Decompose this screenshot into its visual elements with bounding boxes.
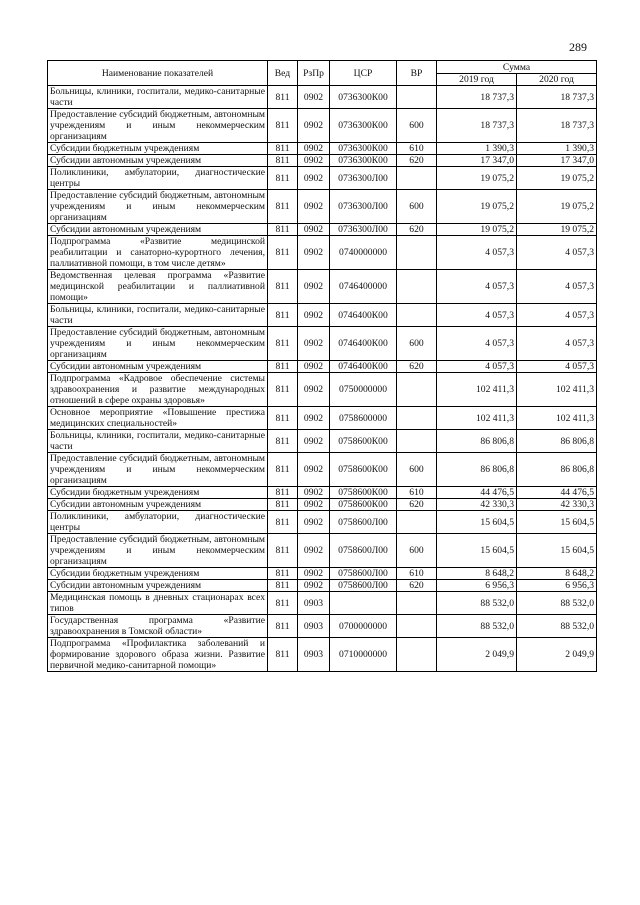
row-csr: 0746400К00 [330,361,397,373]
table-row [48,580,597,592]
row-csr: 0736300Л00 [330,167,397,190]
row-rzpr: 0902 [298,86,330,109]
row-amount-2020: 15 604,5 [517,534,597,568]
row-csr: 0758600000 [330,407,397,430]
row-name: Предоставление субсидий бюджетным, автономным учреждениям и иным некоммерческим организациям [48,190,268,224]
row-csr: 0736300К00 [330,109,397,143]
row-rzpr: 0902 [298,407,330,430]
row-csr: 0736300К00 [330,86,397,109]
row-amount-2020: 4 057,3 [517,270,597,304]
row-csr [330,592,397,615]
row-vr [397,236,437,270]
row-name: Медицинская помощь в дневных стационарах всех типов [48,592,268,615]
row-amount-2020: 102 411,3 [517,407,597,430]
row-amount-2020: 2 049,9 [517,638,597,672]
row-ved: 811 [268,580,298,592]
row-rzpr: 0902 [298,361,330,373]
row-amount-2020: 1 390,3 [517,143,597,155]
row-amount-2020: 88 532,0 [517,615,597,638]
table-row [48,511,597,534]
row-csr: 0758600К00 [330,499,397,511]
row-rzpr: 0902 [298,143,330,155]
table-row [48,236,597,270]
row-vr [397,167,437,190]
row-ved: 811 [268,327,298,361]
row-amount-2020: 18 737,3 [517,109,597,143]
table-row [48,155,597,167]
row-name: Предоставление субсидий бюджетным, автономным учреждениям и иным некоммерческим организациям [48,453,268,487]
row-name: Поликлиники, амбулатории, диагностические центры [48,167,268,190]
row-csr: 0700000000 [330,615,397,638]
table-row [48,224,597,236]
table-row [48,143,597,155]
row-vr: 620 [397,155,437,167]
header-year-2019: 2019 год [437,74,517,86]
row-csr: 0758600К00 [330,430,397,453]
row-name: Предоставление субсидий бюджетным, автономным учреждениям и иным некоммерческим организациям [48,109,268,143]
row-vr: 620 [397,224,437,236]
row-amount-2019: 102 411,3 [437,373,517,407]
row-vr [397,511,437,534]
row-name: Государственная программа «Развитие здравоохранения в Томской области» [48,615,268,638]
row-ved: 811 [268,361,298,373]
row-ved: 811 [268,304,298,327]
row-vr: 600 [397,453,437,487]
row-rzpr: 0902 [298,167,330,190]
row-amount-2019: 6 956,3 [437,580,517,592]
row-rzpr: 0902 [298,580,330,592]
row-csr: 0736300Л00 [330,224,397,236]
header-sum: Сумма [437,61,597,74]
row-amount-2019: 4 057,3 [437,304,517,327]
row-amount-2019: 15 604,5 [437,534,517,568]
row-vr: 620 [397,499,437,511]
header-year-2020: 2020 год [517,74,597,86]
row-rzpr: 0903 [298,638,330,672]
row-ved: 811 [268,592,298,615]
row-amount-2019: 1 390,3 [437,143,517,155]
row-amount-2019: 2 049,9 [437,638,517,672]
row-vr: 600 [397,109,437,143]
row-amount-2020: 4 057,3 [517,304,597,327]
row-vr: 600 [397,327,437,361]
row-amount-2019: 88 532,0 [437,592,517,615]
row-amount-2020: 17 347,0 [517,155,597,167]
row-rzpr: 0902 [298,487,330,499]
row-amount-2019: 4 057,3 [437,327,517,361]
row-ved: 811 [268,143,298,155]
row-csr: 0740000000 [330,236,397,270]
row-name: Подпрограмма «Развитие медицинской реабилитации и санаторно-курортного лечения, паллиативной помощи, в том числе детям» [48,236,268,270]
header-ved: Вед [268,61,298,86]
row-name: Субсидии автономным учреждениям [48,155,268,167]
row-amount-2020: 19 075,2 [517,224,597,236]
row-amount-2019: 17 347,0 [437,155,517,167]
row-name: Больницы, клиники, госпитали, медико-санитарные части [48,430,268,453]
row-name: Субсидии бюджетным учреждениям [48,487,268,499]
table-row [48,373,597,407]
row-rzpr: 0902 [298,499,330,511]
row-name: Поликлиники, амбулатории, диагностические центры [48,511,268,534]
row-name: Основное мероприятие «Повышение престижа медицинских специальностей» [48,407,268,430]
row-csr: 0758600Л00 [330,568,397,580]
row-vr [397,638,437,672]
row-ved: 811 [268,407,298,430]
row-vr: 610 [397,143,437,155]
row-rzpr: 0902 [298,304,330,327]
row-amount-2019: 19 075,2 [437,224,517,236]
row-vr: 610 [397,568,437,580]
row-amount-2020: 86 806,8 [517,430,597,453]
row-csr: 0736300К00 [330,143,397,155]
row-ved: 811 [268,373,298,407]
row-amount-2020: 42 330,3 [517,499,597,511]
row-amount-2019: 44 476,5 [437,487,517,499]
row-name: Субсидии автономным учреждениям [48,580,268,592]
row-vr [397,304,437,327]
table-body [48,86,597,672]
row-amount-2020: 4 057,3 [517,236,597,270]
row-vr [397,270,437,304]
row-amount-2020: 15 604,5 [517,511,597,534]
budget-table [47,60,597,672]
row-ved: 811 [268,155,298,167]
row-amount-2020: 19 075,2 [517,190,597,224]
row-amount-2019: 19 075,2 [437,167,517,190]
row-amount-2020: 6 956,3 [517,580,597,592]
row-name: Больницы, клиники, госпитали, медико-санитарные части [48,86,268,109]
row-ved: 811 [268,511,298,534]
row-ved: 811 [268,638,298,672]
row-vr [397,615,437,638]
row-amount-2019: 4 057,3 [437,236,517,270]
header-csr: ЦСР [330,61,397,86]
row-vr: 620 [397,361,437,373]
row-amount-2019: 42 330,3 [437,499,517,511]
row-name: Субсидии автономным учреждениям [48,224,268,236]
row-name: Субсидии бюджетным учреждениям [48,143,268,155]
row-rzpr: 0902 [298,155,330,167]
row-name: Предоставление субсидий бюджетным, автономным учреждениям и иным некоммерческим организациям [48,327,268,361]
table-row [48,499,597,511]
row-name: Субсидии автономным учреждениям [48,499,268,511]
row-name: Субсидии бюджетным учреждениям [48,568,268,580]
row-rzpr: 0902 [298,568,330,580]
header-rzpr: РзПр [298,61,330,86]
row-amount-2019: 15 604,5 [437,511,517,534]
table-row [48,453,597,487]
row-ved: 811 [268,615,298,638]
row-ved: 811 [268,270,298,304]
row-name: Субсидии автономным учреждениям [48,361,268,373]
row-csr: 0746400К00 [330,304,397,327]
row-vr [397,86,437,109]
table-row [48,568,597,580]
table-row [48,592,597,615]
row-amount-2020: 18 737,3 [517,86,597,109]
row-vr [397,592,437,615]
row-ved: 811 [268,224,298,236]
row-csr: 0758600К00 [330,453,397,487]
row-amount-2019: 8 648,2 [437,568,517,580]
row-ved: 811 [268,167,298,190]
row-rzpr: 0902 [298,190,330,224]
row-csr: 0746400К00 [330,327,397,361]
table-row [48,86,597,109]
row-vr: 620 [397,580,437,592]
table-row [48,615,597,638]
row-amount-2020: 4 057,3 [517,327,597,361]
table-row [48,327,597,361]
row-vr [397,430,437,453]
row-csr: 0746400000 [330,270,397,304]
row-amount-2019: 102 411,3 [437,407,517,430]
row-ved: 811 [268,534,298,568]
table-row [48,487,597,499]
row-rzpr: 0902 [298,327,330,361]
row-ved: 811 [268,109,298,143]
row-vr: 600 [397,534,437,568]
row-rzpr: 0902 [298,109,330,143]
row-ved: 811 [268,236,298,270]
row-amount-2019: 19 075,2 [437,190,517,224]
row-ved: 811 [268,568,298,580]
row-amount-2020: 102 411,3 [517,373,597,407]
row-rzpr: 0903 [298,615,330,638]
table-row [48,304,597,327]
row-rzpr: 0902 [298,236,330,270]
table-row [48,638,597,672]
row-rzpr: 0902 [298,224,330,236]
row-name: Подпрограмма «Профилактика заболеваний и формирование здорового образа жизни. Развитие первичной медико-санитарной помощи» [48,638,268,672]
row-vr [397,373,437,407]
row-ved: 811 [268,453,298,487]
row-csr: 0758600К00 [330,487,397,499]
row-amount-2020: 4 057,3 [517,361,597,373]
row-amount-2019: 88 532,0 [437,615,517,638]
row-name: Подпрограмма «Кадровое обеспечение системы здравоохранения и развитие международных отношений в сфере охраны здоровья» [48,373,268,407]
header-vr: ВР [397,61,437,86]
row-amount-2019: 18 737,3 [437,86,517,109]
row-amount-2019: 4 057,3 [437,361,517,373]
row-rzpr: 0902 [298,430,330,453]
row-amount-2019: 4 057,3 [437,270,517,304]
row-rzpr: 0902 [298,270,330,304]
row-ved: 811 [268,487,298,499]
row-rzpr: 0902 [298,453,330,487]
row-csr: 0758600Л00 [330,580,397,592]
row-amount-2019: 86 806,8 [437,430,517,453]
row-ved: 811 [268,86,298,109]
header-name: Наименование показателей [48,61,268,86]
row-csr: 0750000000 [330,373,397,407]
row-rzpr: 0903 [298,592,330,615]
row-ved: 811 [268,499,298,511]
table-row [48,430,597,453]
table-row [48,534,597,568]
row-name: Ведомственная целевая программа «Развитие медицинской реабилитации и паллиативной помощи» [48,270,268,304]
row-amount-2020: 8 648,2 [517,568,597,580]
row-ved: 811 [268,190,298,224]
row-amount-2019: 86 806,8 [437,453,517,487]
row-amount-2020: 88 532,0 [517,592,597,615]
table-row [48,167,597,190]
row-csr: 0736300К00 [330,155,397,167]
row-csr: 0736300Л00 [330,190,397,224]
table-row [48,361,597,373]
row-rzpr: 0902 [298,511,330,534]
row-amount-2019: 18 737,3 [437,109,517,143]
table-row [48,407,597,430]
row-name: Предоставление субсидий бюджетным, автономным учреждениям и иным некоммерческим организациям [48,534,268,568]
row-name: Больницы, клиники, госпитали, медико-санитарные части [48,304,268,327]
row-csr: 0758600Л00 [330,511,397,534]
table-header [48,61,597,86]
row-csr: 0710000000 [330,638,397,672]
row-vr: 600 [397,190,437,224]
table-row [48,270,597,304]
row-vr: 610 [397,487,437,499]
row-rzpr: 0902 [298,373,330,407]
row-amount-2020: 86 806,8 [517,453,597,487]
row-amount-2020: 44 476,5 [517,487,597,499]
table-row [48,190,597,224]
row-ved: 811 [268,430,298,453]
row-vr [397,407,437,430]
table-row [48,109,597,143]
row-csr: 0758600Л00 [330,534,397,568]
row-amount-2020: 19 075,2 [517,167,597,190]
row-rzpr: 0902 [298,534,330,568]
page-number: 289 [569,40,587,54]
